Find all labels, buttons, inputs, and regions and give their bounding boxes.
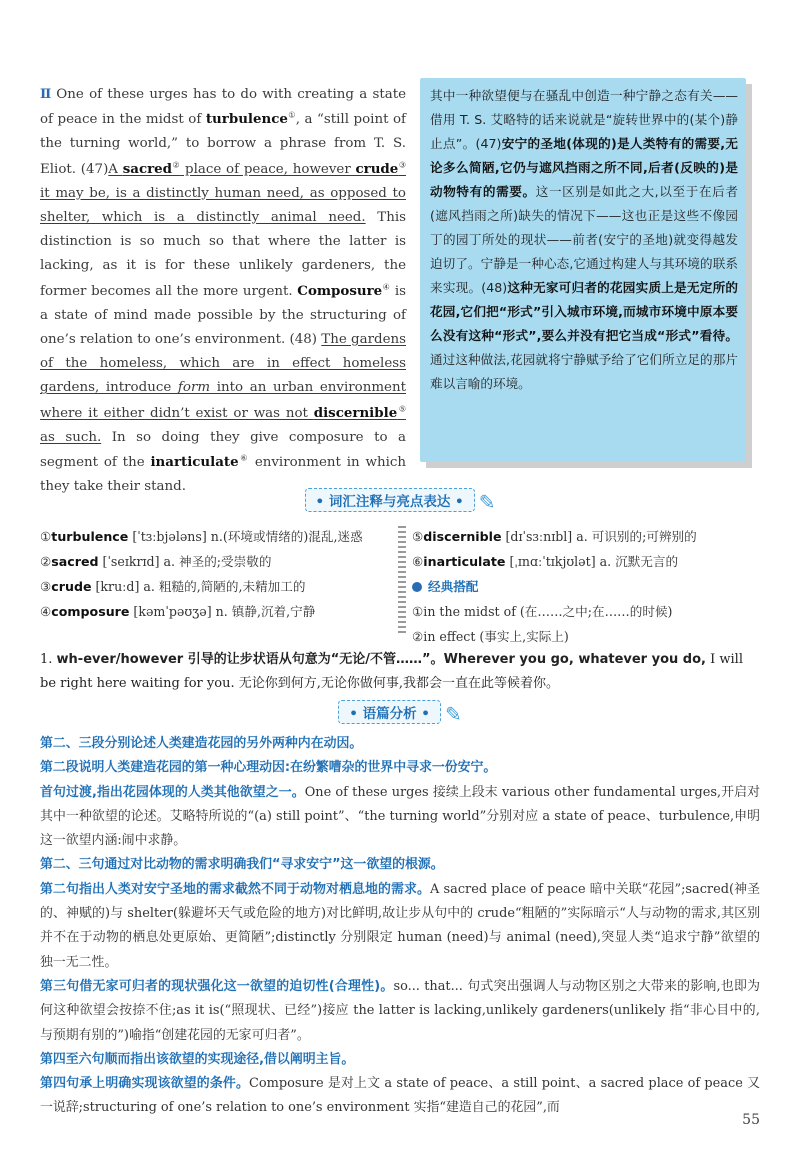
note-example-bold: Wherever you go, whatever you do, xyxy=(443,652,706,667)
passage-text: In so doing they give composure to a segment of the xyxy=(40,429,406,471)
passage-text: One of these urges has to do with creating a state of peace in the midst of xyxy=(40,87,406,128)
vocab-number: ① xyxy=(40,529,52,544)
vocab-list-right xyxy=(412,524,752,649)
collocation-title: 经典搭配 xyxy=(428,579,479,594)
vocab-word-composure: Composure xyxy=(297,282,383,299)
analysis-paragraph xyxy=(40,878,760,975)
passage-text: as such. xyxy=(40,429,102,445)
collocation-item: ①in the midst of (在……之中;在……的时候) xyxy=(412,604,673,619)
vocab-number: ④ xyxy=(40,604,52,619)
passage-text: The gardens of the homeless, which are in effect homeless gardens, introduce xyxy=(40,332,406,396)
vocab-phonetic: [kəmˈpəʊʒə] xyxy=(129,604,216,619)
passage-text: This distinction is so much so that where the latter is lacking, as it is for these unlikely gardeners, the former becomes all the more urgent. xyxy=(40,210,407,299)
translation-sentence: 其中一种欲望便与在骚乱中创造一种宁静之态有关——借用 T. S. 艾略特的话来说就是“旋转世界中的(某个)静止点”。(47) xyxy=(430,88,738,151)
vocab-definition: n.(环境或情绪的)混乱,迷惑 xyxy=(210,529,363,544)
vocab-definition: n. 镇静,沉着,宁静 xyxy=(215,604,316,619)
vocab-word-crude: crude xyxy=(355,160,399,177)
vocab-headword: sacred xyxy=(51,554,99,569)
analysis-text: One of these urges 接续上段末 various other fundamental urges,开启对其中一种欲望的论述。艾略特所说的“(a) still point”、“the turning world”分别对应 a state of peace、turbulence,申明这一欲望内涵:闹中求静。 xyxy=(40,784,760,849)
analysis-text: A sacred place of peace 暗中关联“花园”;sacred(神圣的、神赋的)与 shelter(躲避坏天气或危险的地方)对比鲜明,故让步从句中的 crude“粗陋的”实际暗示“人与动物的需求,其区别并不在于动物的栖息处更原始、更简陋”;distinctly 分别限定 human (need)与 animal (need),突显人类“追求宁静”欲望的独一无二性。 xyxy=(40,881,761,970)
paragraph-number: Ⅱ xyxy=(40,86,53,102)
vocab-word-inarticulate: inarticulate xyxy=(150,454,239,471)
vocab-definition: a. 神圣的;受崇敬的 xyxy=(163,554,272,569)
note-example: I will be right here waiting for you. 无论你到何方,无论你做何事,我都会一直在此等候着你。 xyxy=(40,652,743,691)
vocab-section-title: • 词汇注释与亮点表达 • xyxy=(305,488,475,512)
column-divider xyxy=(398,526,406,636)
analysis-text: so... that... 句式突出强调人与动物区别之大带来的影响,也即为何这种欲望会按捺不住;as it is(“照现状、已经”)接应 the latter is lacking,unlikely gardeners(unlikely 指“非心目中的,与预期有别的”)喻指“创建花园的无家可归者”。 xyxy=(40,978,760,1043)
footnote-marker: ⑤ xyxy=(397,404,406,414)
grammar-note xyxy=(40,648,760,696)
footnote-marker: ① xyxy=(287,110,296,120)
analysis-text: Composure 是对上文 a state of peace、a still point、a sacred place of peace 又一说辞;structuring of one’s relation to one’s environment 实指“建造自己的花园”,而 xyxy=(40,1076,760,1116)
footnote-marker: ③ xyxy=(398,160,406,170)
vocab-item xyxy=(412,524,752,549)
footnote-marker: ④ xyxy=(382,282,391,292)
vocab-headword: discernible xyxy=(423,529,502,544)
page-number: 55 xyxy=(742,1112,760,1128)
bullet-dot-icon xyxy=(412,582,422,592)
passage-text: into an urban environment where it either didn’t exist or was not xyxy=(40,380,406,421)
vocab-phonetic: [dɪˈsɜːnɪbl] xyxy=(501,529,577,544)
vocab-number: ③ xyxy=(40,579,52,594)
vocab-headword: inarticulate xyxy=(423,554,506,569)
vocab-word-sacred: sacred xyxy=(122,160,173,177)
footnote-marker: ② xyxy=(172,160,181,170)
analysis-paragraph xyxy=(40,781,760,854)
passage-text: environment in which they take their stand. xyxy=(40,455,407,495)
analysis-heading: 第二段说明人类建造花园的第一种心理动因:在纷繁嘈杂的世界中寻求一份安宁。 xyxy=(40,760,497,776)
vocab-definition: a. 粗糙的,简陋的,未精加工的 xyxy=(143,579,306,594)
analysis-section-header xyxy=(0,700,800,726)
analysis-highlight: 第三句借无家可归者的现状强化这一欲望的迫切性(合理性)。 xyxy=(40,978,394,994)
analysis-body xyxy=(40,732,760,1121)
translation-sentence: 这一区别是如此之大,以至于在后者(遮风挡雨之所)缺失的情况下——这也正是这些不像园丁的园丁所处的现状——前者(安宁的圣地)就变得越发迫切了。宁静是一种心态,它通过构建人与其环境的联系来实现。(48) xyxy=(430,184,738,295)
footnote-marker: ⑥ xyxy=(238,453,249,463)
vocab-number: ⑤ xyxy=(412,529,424,544)
vocab-definition: a. 沉默无言的 xyxy=(599,554,679,569)
translation-text xyxy=(430,84,738,396)
vocab-item xyxy=(40,599,396,624)
analysis-highlight: 第四句承上明确实现该欲望的条件。 xyxy=(40,1076,250,1092)
translation-sentence-47: 安宁的圣地(体现的)是人类特有的需要,无论多么简陋,它仍与遮风挡雨之所不同,后者(反映的)是动物特有的需要。 xyxy=(430,136,738,199)
analysis-highlight: 第二句指出人类对安宁圣地的需求截然不同于动物对栖息地的需求。 xyxy=(40,881,431,897)
vocab-headword: turbulence xyxy=(51,529,129,544)
collocation-item: ②in effect (事实上,实际上) xyxy=(412,629,569,644)
translation-sentence: 通过这种做法,花园就将宁静赋予给了它们所立足的那片难以言喻的环境。 xyxy=(430,352,738,391)
vocab-item xyxy=(412,549,752,574)
passage-text: , a “still point of the turning world,” to borrow a phrase from T. S. Eliot. (47) xyxy=(40,112,407,177)
vocab-item xyxy=(40,574,396,599)
vocab-number: ⑥ xyxy=(412,554,424,569)
vocab-definition: a. 可识别的;可辨别的 xyxy=(576,529,697,544)
vocab-headword: composure xyxy=(51,604,130,619)
analysis-highlight: 首句过渡,指出花园体现的人类其他欲望之一。 xyxy=(40,784,305,800)
sentence-48-underlined xyxy=(40,332,406,445)
vocab-phonetic: [ˌɪnɑːˈtɪkjʊlət] xyxy=(505,554,600,569)
collocation-header xyxy=(412,574,752,599)
vocab-list-left xyxy=(40,524,396,624)
passage-text: place of peace, however xyxy=(180,161,356,177)
analysis-heading: 第二、三段分别论述人类建造花园的另外两种内在动因。 xyxy=(40,736,363,751)
english-passage xyxy=(40,82,406,499)
analysis-heading: 第四至六句顺而指出该欲望的实现途径,借以阐明主旨。 xyxy=(40,1051,355,1067)
vocab-item xyxy=(40,549,396,574)
vocab-phonetic: [kruːd] xyxy=(91,579,144,594)
analysis-paragraph xyxy=(40,975,760,1048)
passage-text: A xyxy=(108,161,123,177)
vocab-phonetic: [ˈseɪkrɪd] xyxy=(98,554,164,569)
vocab-word-turbulence: turbulence xyxy=(205,111,288,128)
passage-text: it may be, is a distinctly human need, as opposed to shelter, which is a distinctly animal need. xyxy=(40,185,406,226)
vocab-section-header xyxy=(0,488,800,514)
quill-icon: ✎ xyxy=(478,490,496,514)
quill-icon: ✎ xyxy=(444,702,462,726)
passage-text-italic: form xyxy=(177,380,211,396)
vocab-number: ② xyxy=(40,554,52,569)
vocab-phonetic: [ˈtɜːbjələns] xyxy=(128,529,211,544)
vocab-item xyxy=(40,524,396,549)
analysis-paragraph xyxy=(40,1072,760,1121)
vocab-headword: crude xyxy=(51,579,92,594)
note-number: 1. xyxy=(40,652,57,667)
analysis-heading: 第二、三句通过对比动物的需求明确我们“寻求安宁”这一欲望的根源。 xyxy=(40,857,444,873)
translation-sentence-48: 这种无家可归者的花园实质上是无定所的花园,它们把“形式”引入城市环境,而城市环境中原本要么没有这种“形式”,要么并没有把它当成“形式”看待。 xyxy=(430,280,738,343)
translation-box xyxy=(420,78,746,462)
vocab-word-discernible: discernible xyxy=(313,404,398,421)
note-rule: wh-ever/however 引导的让步状语从句意为“无论/不管……”。 xyxy=(56,652,444,667)
passage-text: is a state of mind made possible by the structuring of one’s relation to one’s environment. (48) xyxy=(40,283,406,348)
analysis-section-title: • 语篇分析 • xyxy=(338,700,441,724)
